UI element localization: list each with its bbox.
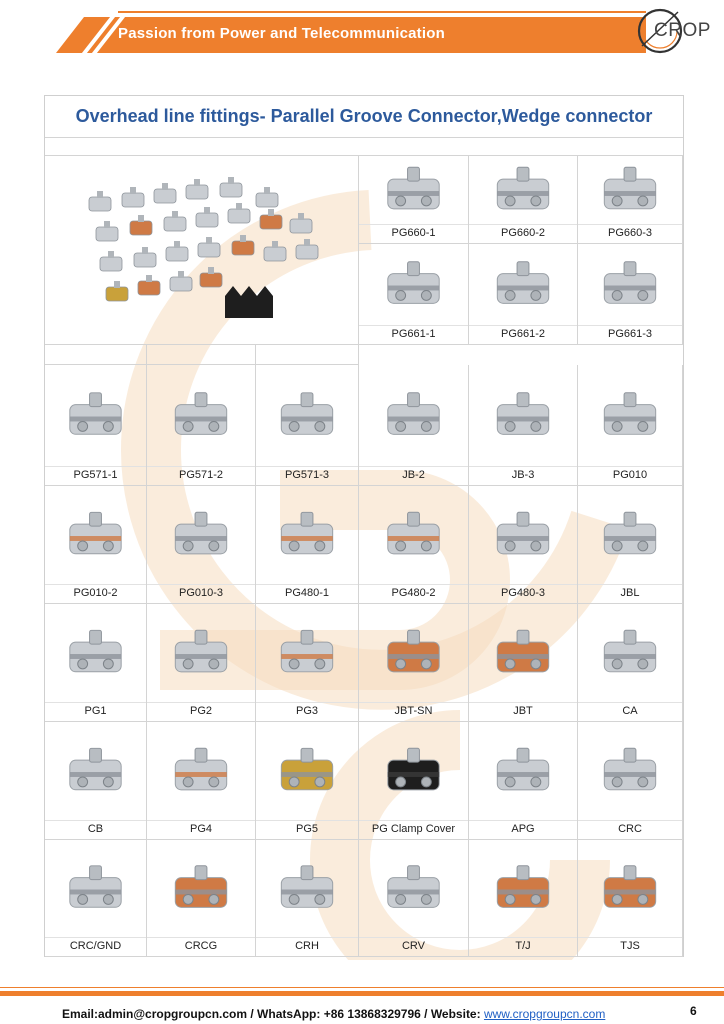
label-divider [147, 820, 255, 821]
label-divider [469, 820, 577, 821]
product-image [266, 373, 348, 463]
product-image [479, 252, 567, 322]
product-label: PG571-2 [178, 469, 224, 481]
label-divider [359, 584, 468, 585]
product-label: PG5 [295, 823, 318, 835]
label-divider [256, 584, 358, 585]
spacer-row [45, 138, 683, 156]
product-image [588, 612, 672, 699]
product-cell [469, 604, 578, 722]
label-divider [45, 702, 146, 703]
product-label: PG Clamp Cover [371, 823, 456, 835]
product-label: JBT [513, 705, 533, 717]
label-divider [469, 584, 577, 585]
page-header [0, 0, 724, 62]
label-divider [359, 224, 468, 225]
label-divider [147, 466, 255, 467]
product-label: CRH [295, 940, 319, 952]
product-cell [147, 722, 256, 840]
product-label: CRV [401, 940, 426, 952]
product-image [588, 494, 672, 581]
product-cell [469, 722, 578, 840]
product-label: CRCG [184, 940, 218, 952]
product-image [369, 494, 458, 581]
product-label: PG571-1 [73, 469, 118, 481]
product-label: PG661-2 [500, 328, 546, 340]
footer-contact-text: Email:admin@cropgroupcn.com / WhatsApp: +86 13868329796 / Website: [62, 1007, 484, 1021]
label-divider [578, 937, 682, 938]
product-label: CA [622, 705, 638, 717]
product-label: CRC [618, 823, 642, 835]
page-title: Overhead line fittings- Parallel Groove Connector,Wedge connector [75, 106, 653, 126]
empty-cell [45, 345, 147, 365]
product-cell [147, 486, 256, 604]
product-image [369, 164, 458, 221]
product-label: PG660-1 [391, 227, 436, 239]
label-divider [469, 325, 577, 326]
product-image [157, 612, 245, 699]
product-cell [45, 486, 147, 604]
product-image [479, 848, 567, 934]
label-divider [45, 466, 146, 467]
label-divider [578, 325, 682, 326]
product-image [479, 730, 567, 817]
product-cell [147, 604, 256, 722]
product-label: PG660-3 [607, 227, 653, 239]
product-image [266, 848, 348, 934]
product-cell [359, 365, 469, 486]
product-label: PG480-1 [284, 587, 330, 599]
label-divider [256, 466, 358, 467]
product-image [157, 730, 245, 817]
product-cell [45, 722, 147, 840]
product-label: TJS [620, 940, 640, 952]
product-table [44, 95, 684, 957]
product-image [266, 494, 348, 581]
product-label: PG480-3 [500, 587, 546, 599]
product-cell [256, 722, 359, 840]
label-divider [256, 937, 358, 938]
product-cell [256, 365, 359, 486]
label-divider [359, 325, 468, 326]
product-image [55, 730, 136, 817]
product-image [369, 373, 458, 463]
title-row [45, 96, 683, 138]
label-divider [45, 937, 146, 938]
label-divider [469, 937, 577, 938]
label-divider [147, 937, 255, 938]
label-divider [359, 466, 468, 467]
product-image [266, 730, 348, 817]
product-label: PG010-3 [178, 587, 224, 599]
logo-text: CROP [654, 20, 711, 41]
product-image [369, 612, 458, 699]
product-label: PG010 [612, 469, 648, 481]
product-cell [359, 604, 469, 722]
label-divider [147, 702, 255, 703]
product-label: PG2 [189, 705, 212, 717]
product-label: JB-2 [402, 469, 425, 481]
product-image [369, 730, 458, 817]
product-cell [256, 840, 359, 957]
product-image [157, 373, 245, 463]
product-label: CRC/GND [69, 940, 122, 952]
product-cell [578, 365, 683, 486]
header-title: Passion from Power and Telecommunication [118, 25, 445, 42]
product-label: PG3 [295, 705, 318, 717]
label-divider [45, 820, 146, 821]
product-image [588, 848, 672, 934]
label-divider [469, 466, 577, 467]
product-image [479, 373, 567, 463]
product-image [55, 612, 136, 699]
header-top-line [118, 11, 646, 13]
product-label: APG [511, 823, 535, 835]
connector-collage-image [45, 156, 359, 345]
product-image [588, 252, 672, 322]
label-divider [359, 820, 468, 821]
product-cell [359, 722, 469, 840]
product-cell [469, 840, 578, 957]
label-divider [45, 584, 146, 585]
product-image [157, 494, 245, 581]
product-label: PG661-1 [391, 328, 436, 340]
product-cell [256, 604, 359, 722]
product-image [369, 252, 458, 322]
product-cell [147, 840, 256, 957]
product-image [479, 612, 567, 699]
product-image [369, 848, 458, 934]
empty-cell [256, 345, 359, 365]
product-image [157, 848, 245, 934]
product-cell [256, 486, 359, 604]
label-divider [359, 702, 468, 703]
product-cell [359, 244, 469, 345]
product-label: PG010-2 [73, 587, 118, 599]
product-label: PG571-3 [284, 469, 330, 481]
label-divider [578, 466, 682, 467]
label-divider [578, 224, 682, 225]
footer-line [0, 987, 724, 988]
product-cell [469, 244, 578, 345]
product-collage [45, 156, 359, 345]
product-cell [578, 244, 683, 345]
website-link[interactable]: www.cropgroupcn.com [483, 1007, 606, 1021]
product-cell [578, 840, 683, 957]
product-image [588, 730, 672, 817]
product-cell [469, 156, 578, 244]
page-number: 6 [690, 1004, 697, 1018]
product-label: T/J [515, 940, 531, 952]
product-label: PG660-2 [500, 227, 546, 239]
product-cell [45, 604, 147, 722]
product-cell [578, 722, 683, 840]
product-cell [578, 156, 683, 244]
label-divider [359, 937, 468, 938]
product-label: CB [87, 823, 104, 835]
product-label: JBT-SN [394, 705, 433, 717]
product-image [588, 164, 672, 221]
product-label: JBL [620, 587, 640, 599]
footer-contact [62, 1007, 605, 1021]
product-image [266, 612, 348, 699]
empty-cell [147, 345, 256, 365]
product-image [479, 164, 567, 221]
label-divider [256, 702, 358, 703]
product-cell [45, 840, 147, 957]
label-divider [578, 820, 682, 821]
label-divider [469, 702, 577, 703]
product-cell [359, 840, 469, 957]
product-cell [578, 604, 683, 722]
label-divider [578, 584, 682, 585]
label-divider [578, 702, 682, 703]
product-image [55, 373, 136, 463]
product-cell [469, 486, 578, 604]
product-cell [359, 486, 469, 604]
label-divider [147, 584, 255, 585]
product-label: PG661-3 [607, 328, 653, 340]
footer-bar [0, 991, 724, 996]
product-label: PG1 [84, 705, 107, 717]
product-cell [45, 365, 147, 486]
product-label: JB-3 [511, 469, 535, 481]
product-cell [578, 486, 683, 604]
label-divider [256, 820, 358, 821]
product-cell [359, 156, 469, 244]
product-cell [469, 365, 578, 486]
product-image [588, 373, 672, 463]
label-divider [469, 224, 577, 225]
product-image [55, 848, 136, 934]
product-label: PG4 [189, 823, 212, 835]
product-image [479, 494, 567, 581]
product-cell [147, 365, 256, 486]
product-label: PG480-2 [391, 587, 436, 599]
product-image [55, 494, 136, 581]
